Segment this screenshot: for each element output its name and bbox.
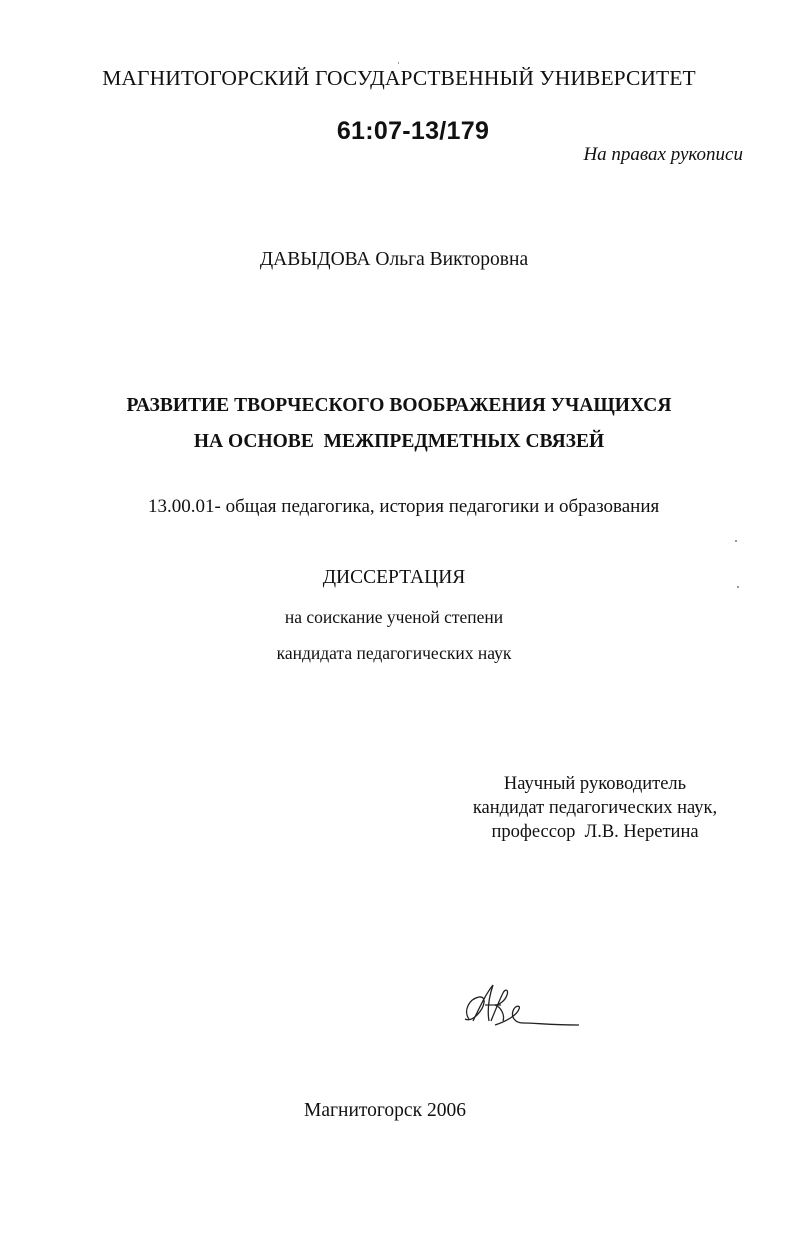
document-type: ДИССЕРТАЦИЯ bbox=[322, 567, 466, 588]
supervisor-role: Научный руководитель bbox=[503, 774, 687, 794]
degree-line-1: на соискание ученой степени bbox=[284, 607, 504, 627]
degree-line-2: кандидата педагогических наук bbox=[276, 643, 512, 663]
handwritten-signature-icon bbox=[455, 975, 585, 1035]
author-name: ДАВЫДОВА Ольга Викторовна bbox=[259, 249, 529, 270]
supervisor-degree: кандидат педагогических наук, bbox=[472, 798, 718, 818]
supervisor-name: профессор Л.В. Неретина bbox=[491, 822, 699, 842]
scan-speck bbox=[398, 62, 399, 64]
specialty-code: 13.00.01- общая педагогика, история педагогики и образования bbox=[148, 496, 660, 517]
scan-speck bbox=[737, 586, 739, 588]
manuscript-rights-note: На правах рукописи bbox=[583, 144, 743, 165]
university-name: МАГНИТОГОРСКИЙ ГОСУДАРСТВЕННЫЙ УНИВЕРСИТЕТ bbox=[102, 66, 696, 90]
city-year: Магнитогорск 2006 bbox=[304, 1100, 466, 1121]
title-line-1: РАЗВИТИЕ ТВОРЧЕСКОГО ВООБРАЖЕНИЯ УЧАЩИХСЯ bbox=[126, 395, 672, 416]
dissertation-title bbox=[0, 388, 798, 460]
scan-speck bbox=[735, 540, 737, 542]
catalog-code: 61:07-13/179 bbox=[336, 117, 490, 145]
supervisor-block bbox=[470, 772, 720, 844]
title-line-2: НА ОСНОВЕ МЕЖПРЕДМЕТНЫХ СВЯЗЕЙ bbox=[193, 431, 605, 452]
